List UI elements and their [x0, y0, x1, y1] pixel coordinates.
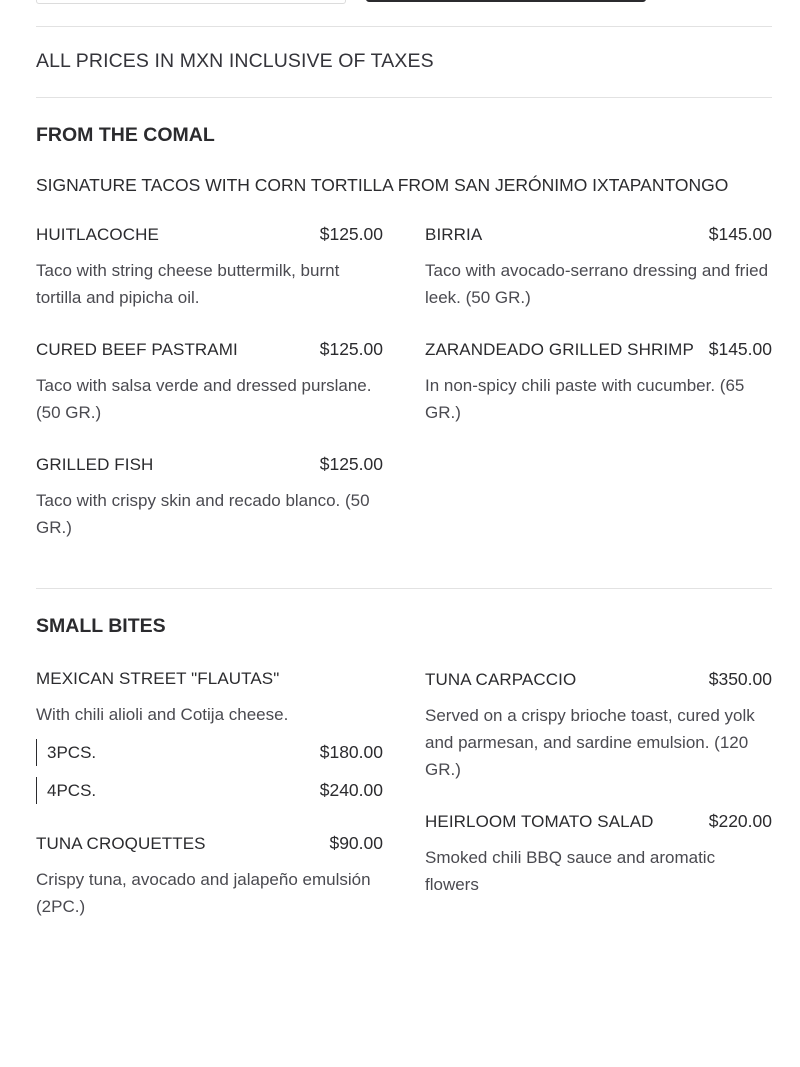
menu-item-flautas — [36, 669, 383, 804]
menu-item-tuna-croquettes — [36, 833, 383, 920]
item-description: Served on a crispy brioche toast, cured yolk and parmesan, and sardine emulsion. (120 GR.) — [425, 706, 755, 779]
section-title-from-the-comal: FROM THE COMAL — [36, 124, 215, 146]
item-description: Taco with crispy skin and recado blanco. (50 GR.) — [36, 491, 370, 537]
variant-row — [36, 739, 383, 766]
item-description: Smoked chili BBQ sauce and aromatic flowers — [425, 848, 716, 894]
item-name: GRILLED FISH — [36, 455, 154, 474]
item-price: $145.00 — [708, 224, 772, 244]
variant-row — [36, 777, 383, 804]
item-name: BIRRIA — [425, 225, 483, 244]
item-price: $350.00 — [708, 669, 772, 689]
item-price: $125.00 — [319, 339, 383, 359]
item-name: ZARANDEADO GRILLED SHRIMP — [425, 340, 694, 359]
item-price: $220.00 — [708, 811, 772, 831]
variant-label: 3PCS. — [47, 742, 97, 762]
item-description: Crispy tuna, avocado and jalapeño emulsión (2PC.) — [36, 870, 371, 916]
menu-item-grilled-fish — [36, 454, 383, 541]
item-price: $145.00 — [708, 339, 772, 359]
item-description: With chili alioli and Cotija cheese. — [36, 705, 289, 724]
item-description: Taco with salsa verde and dressed purslane. (50 GR.) — [36, 376, 372, 422]
item-description: Taco with string cheese buttermilk, burnt tortilla and pipicha oil. — [36, 261, 340, 307]
item-name: CURED BEEF PASTRAMI — [36, 340, 238, 359]
variant-price: $180.00 — [319, 742, 383, 762]
menu-item-zarandeado-grilled-shrimp — [425, 339, 772, 426]
menu-item-huitlacoche — [36, 224, 383, 311]
top-controls — [36, 0, 772, 4]
divider — [36, 26, 772, 27]
item-description: In non-spicy chili paste with cucumber. (65 GR.) — [425, 376, 745, 422]
item-name: TUNA CARPACCIO — [425, 670, 577, 689]
divider — [36, 97, 772, 98]
price-notice: ALL PRICES IN MXN INCLUSIVE OF TAXES — [36, 50, 434, 72]
menu-item-birria — [425, 224, 772, 311]
item-name: HEIRLOOM TOMATO SALAD — [425, 812, 654, 831]
item-name: HUITLACOCHE — [36, 225, 159, 244]
variant-label: 4PCS. — [47, 780, 97, 800]
item-name: TUNA CROQUETTES — [36, 834, 206, 853]
menu-item-tuna-carpaccio — [425, 669, 772, 783]
section-title-small-bites: SMALL BITES — [36, 615, 166, 637]
top-action-button[interactable] — [366, 0, 646, 2]
item-price: $125.00 — [319, 454, 383, 474]
variant-price: $240.00 — [319, 780, 383, 800]
filter-field[interactable] — [36, 0, 346, 4]
item-price: $125.00 — [319, 224, 383, 244]
divider — [36, 588, 772, 589]
item-price: $90.00 — [329, 833, 383, 853]
menu-item-heirloom-tomato-salad — [425, 811, 772, 898]
item-description: Taco with avocado-serrano dressing and fried leek. (50 GR.) — [425, 261, 769, 307]
item-name: MEXICAN STREET "FLAUTAS" — [36, 669, 280, 688]
menu-item-cured-beef-pastrami — [36, 339, 383, 426]
section-subtitle: SIGNATURE TACOS WITH CORN TORTILLA FROM SAN JERÓNIMO IXTAPANTONGO — [36, 175, 729, 195]
